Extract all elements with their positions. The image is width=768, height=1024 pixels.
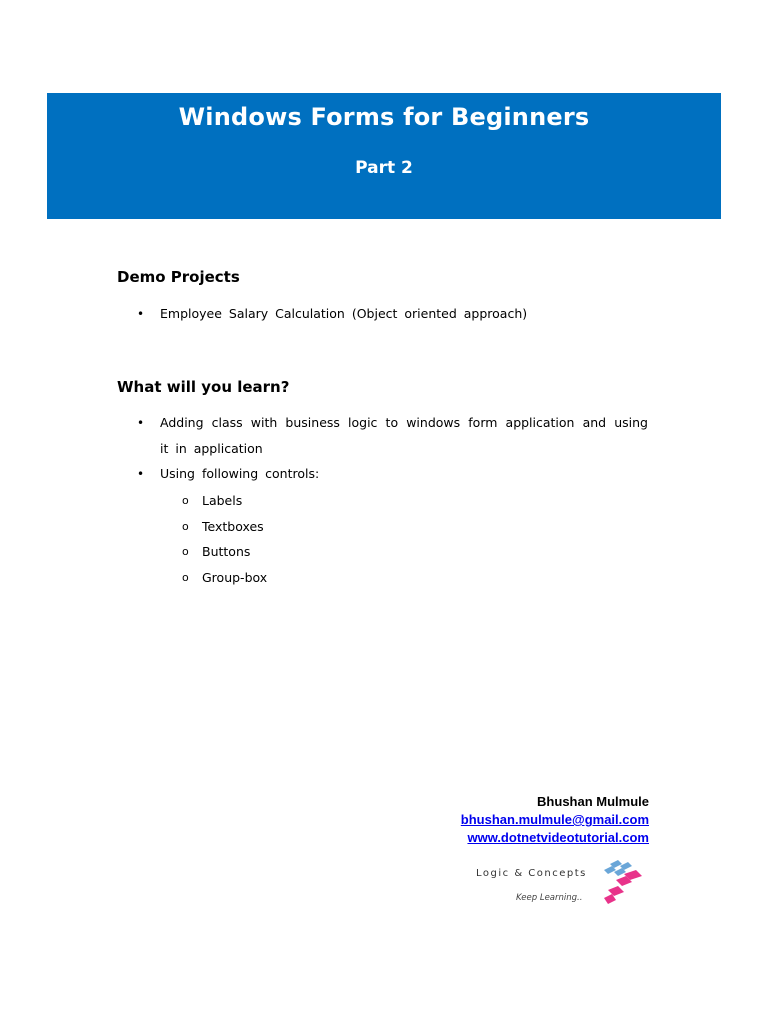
logo-mark-icon [596, 860, 648, 906]
author-website-link[interactable]: www.dotnetvideotutorial.com [467, 830, 649, 845]
bullet-icon: • [137, 467, 145, 481]
sub-list-item-text: Buttons [202, 544, 251, 559]
list-item-text: Adding class with business logic to windows form application and using it in application [160, 415, 648, 456]
circle-bullet-icon: o [182, 520, 189, 533]
document-subtitle: Part 2 [355, 158, 413, 178]
bullet-icon: • [137, 416, 145, 430]
circle-bullet-icon: o [182, 545, 189, 558]
author-name: Bhushan Mulmule [537, 794, 649, 809]
logo-tagline: Keep Learning.. [516, 893, 583, 903]
demo-projects-heading: Demo Projects [117, 268, 240, 286]
author-email-link[interactable]: bhushan.mulmule@gmail.com [460, 812, 649, 827]
logo-name: Logic & Concepts [476, 868, 587, 879]
sub-list-item-text: Group-box [202, 570, 268, 585]
list-item-text: Employee Salary Calculation (Object oriented approach) [160, 306, 528, 321]
circle-bullet-icon: o [182, 571, 189, 584]
bullet-icon: • [137, 307, 145, 321]
list-item-text: Using following controls: [160, 466, 320, 481]
circle-bullet-icon: o [182, 494, 189, 507]
sub-list-item-text: Labels [202, 493, 243, 508]
sub-list-item-text: Textboxes [202, 519, 264, 534]
document-title: Windows Forms for Beginners [178, 103, 590, 131]
learn-heading: What will you learn? [117, 378, 290, 396]
